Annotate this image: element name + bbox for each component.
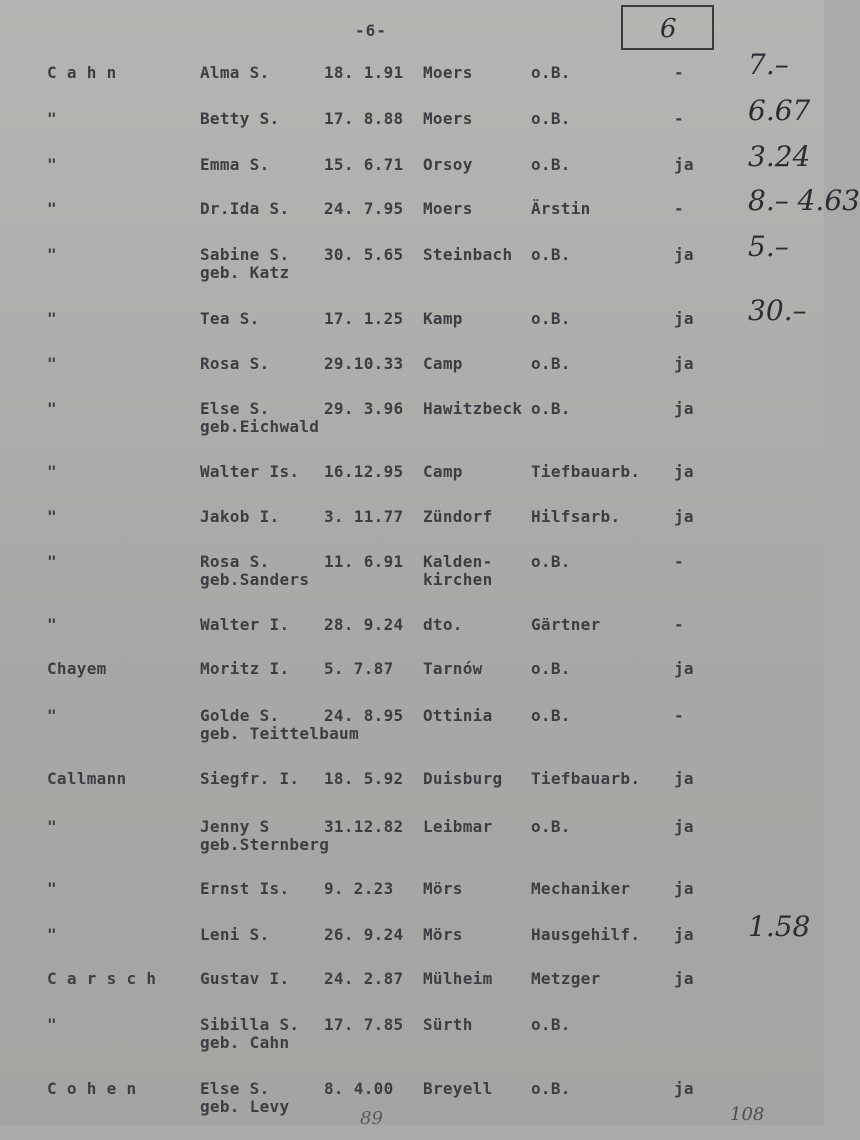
birth-date-cell: 24. 7.95	[324, 199, 404, 218]
flag-cell: -	[674, 552, 684, 571]
given-name-cell-line1: Jenny S	[200, 817, 270, 836]
birth-date-cell: 28. 9.24	[324, 615, 404, 634]
birth-place-cell: Duisburg	[423, 769, 503, 788]
occupation-cell: Tiefbauarb.	[531, 769, 641, 788]
handwritten-amount: 3.24	[748, 140, 811, 173]
birth-place-cell: Zündorf	[423, 507, 493, 526]
flag-cell: ja	[674, 925, 694, 944]
flag-cell: ja	[674, 1079, 694, 1098]
surname-cell: "	[47, 462, 57, 481]
birth-date-cell: 18. 5.92	[324, 769, 404, 788]
birth-place-cell: Mörs	[423, 879, 463, 898]
birth-place-cell: Moers	[423, 109, 473, 128]
given-name-cell: Betty S.	[200, 109, 280, 128]
given-name-cell-line1: Sabine S.	[200, 245, 290, 264]
flag-cell: ja	[674, 969, 694, 988]
flag-cell: ja	[674, 354, 694, 373]
birth-date-cell: 31.12.82	[324, 817, 404, 836]
surname-cell: C a h n	[47, 63, 117, 82]
given-name-cell	[200, 246, 289, 282]
birth-date-cell: 5. 7.87	[324, 659, 394, 678]
given-name-cell-line2: geb. Teittelbaum	[200, 724, 359, 743]
surname-cell: "	[47, 1015, 57, 1034]
table-row	[0, 1016, 824, 1076]
birth-date-cell: 24. 2.87	[324, 969, 404, 988]
occupation-cell: o.B.	[531, 63, 571, 82]
surname-cell: "	[47, 615, 57, 634]
given-name-cell-line1: Sibilla S.	[200, 1015, 300, 1034]
occupation-cell: Mechaniker	[531, 879, 631, 898]
given-name-cell	[200, 1080, 289, 1116]
birth-date-cell: 29. 3.96	[324, 399, 404, 418]
occupation-cell: o.B.	[531, 109, 571, 128]
occupation-cell: o.B.	[531, 155, 571, 174]
birth-place-cell: Moers	[423, 63, 473, 82]
given-name-cell	[200, 553, 309, 589]
handwritten-amount: 5.–	[748, 230, 789, 263]
handwritten-page-number: 6	[660, 14, 677, 44]
occupation-cell: o.B.	[531, 354, 571, 373]
birth-date-cell: 30. 5.65	[324, 245, 404, 264]
birth-place-cell: Kamp	[423, 309, 463, 328]
occupation-cell: o.B.	[531, 706, 571, 725]
given-name-cell-line2: geb. Cahn	[200, 1033, 290, 1052]
occupation-cell: o.B.	[531, 1015, 571, 1034]
table-row	[0, 230, 824, 306]
surname-cell: "	[47, 552, 57, 571]
flag-cell: ja	[674, 507, 694, 526]
given-name-cell-line1: Rosa S.	[200, 552, 270, 571]
bottom-handwritten-mark: 89	[360, 1108, 383, 1129]
given-name-cell: Tea S.	[200, 309, 260, 328]
given-name-cell-line2: geb.Sanders	[200, 570, 310, 589]
surname-cell: Callmann	[47, 769, 127, 788]
birth-place-cell: Mörs	[423, 925, 463, 944]
table-row	[0, 400, 824, 460]
surname-cell: "	[47, 925, 57, 944]
given-name-cell: Alma S.	[200, 63, 270, 82]
occupation-cell: Gärtner	[531, 615, 601, 634]
table-row	[0, 553, 824, 613]
flag-cell: ja	[674, 399, 694, 418]
surname-cell: "	[47, 817, 57, 836]
occupation-cell: o.B.	[531, 817, 571, 836]
flag-cell: ja	[674, 462, 694, 481]
birth-place-cell: Ottinia	[423, 706, 493, 725]
handwritten-amount: 8.– 4.63	[748, 184, 860, 217]
given-name-cell-line2: geb.Eichwald	[200, 417, 320, 436]
table-row	[0, 707, 824, 767]
given-name-cell	[200, 400, 319, 436]
given-name-cell: Ernst Is.	[200, 879, 290, 898]
birth-date-cell: 29.10.33	[324, 354, 404, 373]
birth-place-cell: Leibmar	[423, 817, 493, 836]
flag-cell: ja	[674, 659, 694, 678]
occupation-cell: o.B.	[531, 399, 571, 418]
handwritten-amount: 1.58	[748, 910, 811, 943]
birth-place-cell: Mülheim	[423, 969, 493, 988]
table-row	[0, 818, 824, 878]
surname-cell: "	[47, 109, 57, 128]
given-name-cell: Siegfr. I.	[200, 769, 300, 788]
given-name-cell: Dr.Ida S.	[200, 199, 290, 218]
birth-date-cell: 11. 6.91	[324, 552, 404, 571]
birth-place-cell: Breyell	[423, 1079, 493, 1098]
surname-cell: "	[47, 399, 57, 418]
given-name-cell	[200, 1016, 299, 1052]
flag-cell: -	[674, 199, 684, 218]
given-name-cell: Walter I.	[200, 615, 290, 634]
occupation-cell: o.B.	[531, 659, 571, 678]
given-name-cell-line1: Golde S.	[200, 706, 280, 725]
occupation-cell: Ärstin	[531, 199, 591, 218]
flag-cell: ja	[674, 769, 694, 788]
flag-cell: ja	[674, 817, 694, 836]
handwritten-amount: 30.–	[748, 294, 807, 327]
birth-place-cell: Camp	[423, 354, 463, 373]
birth-date-cell: 26. 9.24	[324, 925, 404, 944]
given-name-cell-line2: geb. Levy	[200, 1097, 290, 1116]
birth-place-cell: Camp	[423, 462, 463, 481]
birth-date-cell: 16.12.95	[324, 462, 404, 481]
flag-cell: -	[674, 63, 684, 82]
given-name-cell: Walter Is.	[200, 462, 300, 481]
birth-place-cell: Moers	[423, 199, 473, 218]
given-name-cell-line1: Else S.	[200, 399, 270, 418]
occupation-cell: o.B.	[531, 1079, 571, 1098]
birth-place-cell: Hawitzbeck	[423, 399, 523, 418]
given-name-cell: Jakob I.	[200, 507, 280, 526]
birth-date-cell: 18. 1.91	[324, 63, 404, 82]
given-name-cell: Rosa S.	[200, 354, 270, 373]
birth-place-cell-line2: kirchen	[423, 570, 493, 589]
birth-date-cell: 3. 11.77	[324, 507, 404, 526]
flag-cell: ja	[674, 879, 694, 898]
surname-cell: "	[47, 199, 57, 218]
occupation-cell: Hausgehilf.	[531, 925, 641, 944]
surname-cell: "	[47, 309, 57, 328]
birth-date-cell: 17. 8.88	[324, 109, 404, 128]
given-name-cell-line1: Else S.	[200, 1079, 270, 1098]
birth-place-cell: Tarnów	[423, 659, 483, 678]
given-name-cell: Moritz I.	[200, 659, 290, 678]
handwritten-amount: 7.–	[748, 48, 789, 81]
birth-place-cell-line1: Kalden-	[423, 552, 493, 571]
given-name-cell: Leni S.	[200, 925, 270, 944]
birth-date-cell: 15. 6.71	[324, 155, 404, 174]
occupation-cell: Tiefbauarb.	[531, 462, 641, 481]
surname-cell: "	[47, 507, 57, 526]
birth-date-cell: 8. 4.00	[324, 1079, 394, 1098]
occupation-cell: Metzger	[531, 969, 601, 988]
birth-place-cell: Sürth	[423, 1015, 473, 1034]
surname-cell: "	[47, 879, 57, 898]
surname-cell: C a r s c h	[47, 969, 157, 988]
given-name-cell-line2: geb.Sternberg	[200, 835, 330, 854]
archive-number: 108	[730, 1104, 765, 1125]
surname-cell: "	[47, 354, 57, 373]
given-name-cell: Gustav I.	[200, 969, 290, 988]
birth-date-cell: 17. 1.25	[324, 309, 404, 328]
given-name-cell	[200, 818, 329, 854]
flag-cell: -	[674, 615, 684, 634]
surname-cell: "	[47, 155, 57, 174]
birth-place-cell: Steinbach	[423, 245, 513, 264]
occupation-cell: o.B.	[531, 552, 571, 571]
occupation-cell: o.B.	[531, 309, 571, 328]
birth-place-cell: Orsoy	[423, 155, 473, 174]
flag-cell: ja	[674, 155, 694, 174]
surname-cell: Chayem	[47, 659, 107, 678]
surname-cell: "	[47, 245, 57, 264]
flag-cell: -	[674, 706, 684, 725]
surname-cell: "	[47, 706, 57, 725]
flag-cell: ja	[674, 309, 694, 328]
occupation-cell: o.B.	[531, 245, 571, 264]
given-name-cell-line2: geb. Katz	[200, 263, 290, 282]
birth-date-cell: 24. 8.95	[324, 706, 404, 725]
occupation-cell: Hilfsarb.	[531, 507, 621, 526]
surname-cell: C o h e n	[47, 1079, 137, 1098]
page-number: -6-	[355, 21, 387, 40]
birth-date-cell: 9. 2.23	[324, 879, 394, 898]
birth-place-cell: dto.	[423, 615, 463, 634]
given-name-cell: Emma S.	[200, 155, 270, 174]
table-row	[0, 1080, 824, 1140]
handwritten-amount: 6.67	[748, 94, 811, 127]
flag-cell: -	[674, 109, 684, 128]
birth-place-cell	[423, 553, 493, 589]
flag-cell: ja	[674, 245, 694, 264]
birth-date-cell: 17. 7.85	[324, 1015, 404, 1034]
